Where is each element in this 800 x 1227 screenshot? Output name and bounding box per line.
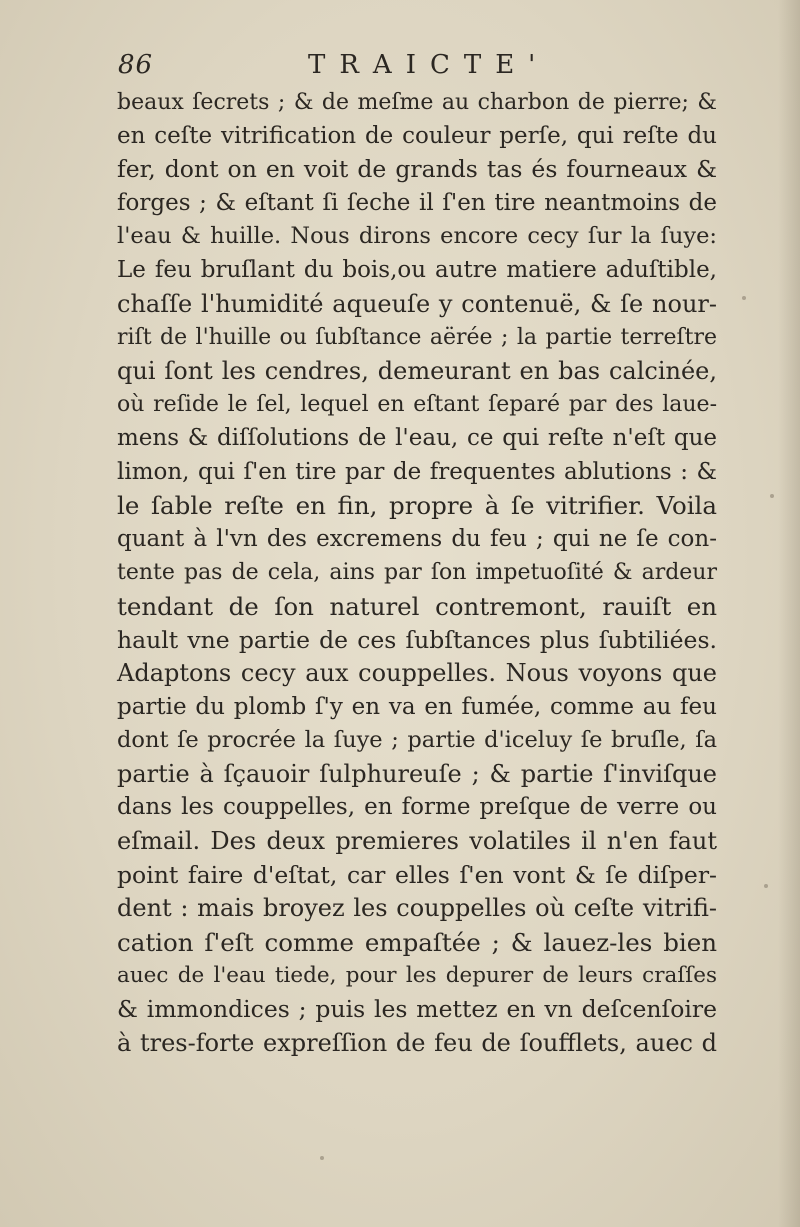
text-line: Adaptons cecy aux couppelles. Nous voyons que xyxy=(117,659,717,688)
text-line: eſmail. Des deux premieres volatiles il n'en faut xyxy=(117,827,717,856)
text-line: mens & diſſolutions de l'eau, ce qui reſte n'eſt que xyxy=(117,424,717,451)
text-line: qui ſont les cendres, demeurant en bas calcinée, xyxy=(117,356,717,385)
running-title: TRAICTE' xyxy=(308,50,550,80)
text-line: tente pas de cela, ains par ſon impetuoſité & ardeur xyxy=(117,560,717,586)
text-line: riſt de l'huille ou ſubſtance aërée ; la partie terreſtre xyxy=(117,325,717,351)
paper-speck xyxy=(764,884,768,888)
text-line: limon, qui ſ'en tire par de frequentes ablutions : & xyxy=(117,458,717,485)
paper-speck xyxy=(770,494,774,498)
text-line: quant à l'vn des excremens du feu ; qui ne ſe con- xyxy=(117,525,717,552)
text-line: forges ; & eſtant ſi ſeche il ſ'en tire neantmoins de xyxy=(117,189,717,216)
text-line: dans les couppelles, en forme preſque de verre ou xyxy=(117,794,717,821)
text-line: point faire d'eſtat, car elles ſ'en vont & ſe diſper- xyxy=(117,860,717,889)
text-line: hault vne partie de ces ſubſtances plus ſubtiliées. xyxy=(117,625,717,654)
text-line: à tres-forte expreſſion de feu de ſoufflets, auec d xyxy=(117,1028,717,1057)
text-line: chaſſe l'humidité aqueuſe y contenuë, & ſe nour- xyxy=(117,289,717,318)
page-header xyxy=(118,50,718,90)
text-line: dont ſe procrée la ſuye ; partie d'iceluy ſe bruſle, ſa xyxy=(117,727,717,754)
text-line: l'eau & huille. Nous dirons encore cecy ſur la ſuye: xyxy=(117,223,717,250)
text-line: partie du plomb ſ'y en va en fumée, comme au feu xyxy=(117,693,717,720)
text-line: dent : mais broyez les couppelles où ceſte vitrifi- xyxy=(117,894,717,923)
text-line: le ſable reſte en fin, propre à ſe vitrifier. Voila xyxy=(117,491,717,521)
text-line: cation ſ'eſt comme empaſtée ; & lauez-les bien xyxy=(117,927,717,957)
text-line: en ceſte vitrification de couleur perſe, qui reſte du xyxy=(117,122,717,149)
paper-speck xyxy=(742,296,746,300)
paper-speck xyxy=(320,1156,324,1160)
body-text xyxy=(117,86,717,1060)
page-gutter-shadow xyxy=(778,0,800,1227)
text-line: & immondices ; puis les mettez en vn deſcenſoire xyxy=(117,995,717,1024)
text-line: fer, dont on en voit de grands tas és fourneaux & xyxy=(117,155,717,184)
text-line: où reſide le ſel, lequel en eſtant ſeparé par des laue- xyxy=(117,392,717,418)
text-line: partie à ſçauoir ſulphureuſe ; & partie ſ'inviſque xyxy=(117,759,717,788)
text-line: auec de l'eau tiede, pour les depurer de leurs craſſes xyxy=(117,963,717,989)
text-line: tendant de ſon naturel contremont, rauiſt en xyxy=(117,591,717,621)
text-line: Le feu bruſlant du bois,ou autre matiere aduſtible, xyxy=(117,256,717,283)
page-number: 86 xyxy=(118,50,154,80)
text-line: beaux ſecrets ; & de meſme au charbon de pierre; & xyxy=(117,90,717,115)
